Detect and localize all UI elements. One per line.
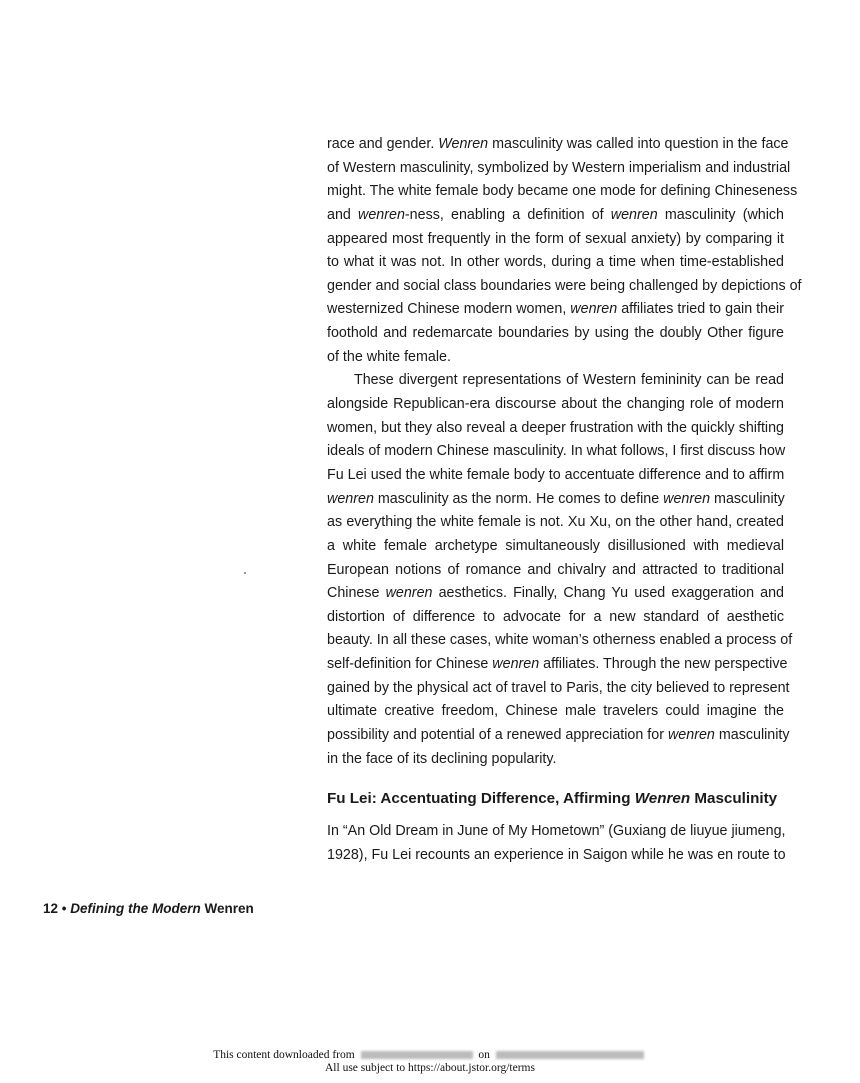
text-run: In “An Old Dream in June of My Hometown” (Guxiang de liuyue jiumeng,: [327, 823, 786, 839]
text-run: Wenren: [200, 901, 254, 916]
text-line: [327, 653, 788, 677]
text-run: masculinity: [710, 490, 785, 507]
text-line: [327, 535, 784, 559]
text-line: [327, 700, 784, 724]
text-run: race and gender.: [327, 136, 439, 152]
text-run: European notions of romance and chivalry and attracted to traditional: [327, 561, 784, 578]
italic-text: wenren: [663, 490, 711, 507]
text-run: foothold and redemarcate boundaries by using the doubly Other figure: [327, 325, 784, 342]
text-run: Fu Lei: Accentuating Difference, Affirming: [327, 790, 635, 807]
text-run: 1928), Fu Lei recounts an experience in Saigon while he was en route to: [327, 846, 786, 863]
download-notice: [0, 1049, 860, 1061]
download-notice-text: This content downloaded from: [213, 1049, 355, 1061]
text-run: affiliates. Through the new perspective: [539, 656, 788, 673]
italic-text: Wenren: [634, 790, 691, 807]
redacted-timestamp: [496, 1051, 644, 1059]
italic-text: wenren: [358, 206, 405, 223]
text-line: [327, 393, 784, 417]
scan-speck: [244, 572, 246, 574]
text-run: westernized Chinese modern women,: [327, 301, 571, 318]
text-run: in the face of its declining popularity.: [327, 750, 557, 767]
text-line: [327, 606, 784, 630]
text-line: [327, 820, 784, 844]
body-paragraph: [327, 820, 784, 867]
text-run: distortion of difference to advocate for a new standard of aesthetic: [327, 608, 784, 625]
italic-text: wenren: [385, 585, 433, 602]
text-run: to what it was not. In other words, during a time when time-established: [327, 254, 784, 271]
text-line: [327, 180, 798, 204]
italic-text: Wenren: [438, 136, 489, 152]
italic-text: Defining the Modern: [70, 901, 201, 916]
text-line: [327, 629, 793, 653]
text-line: [327, 251, 784, 275]
text-run: aesthetics. Finally, Chang Yu used exaggeration and: [432, 585, 784, 602]
text-line: [327, 298, 784, 322]
text-run: women, but they also reveal a deeper frustration with the quickly shifting: [327, 419, 784, 436]
text-run: masculinity was called into question in the face: [488, 136, 789, 152]
text-line: [327, 559, 784, 583]
text-run: masculinity (which: [657, 206, 785, 223]
running-footer-folio: [43, 901, 254, 916]
italic-text: wenren: [667, 727, 715, 744]
text-line: [327, 748, 784, 772]
section-heading: [327, 790, 777, 807]
text-run: appeared most frequently in the form of sexual anxiety) by comparing it: [327, 230, 784, 247]
italic-text: wenren: [492, 656, 540, 673]
redacted-ip: [361, 1051, 473, 1059]
download-notice-on: on: [478, 1049, 490, 1061]
italic-text: wenren: [610, 206, 658, 223]
text-line: [327, 275, 802, 299]
text-line: [327, 488, 784, 512]
text-run: beauty. In all these cases, white woman’s otherness enabled a process of: [327, 632, 793, 649]
body-text: [327, 133, 802, 771]
text-run: gained by the physical act of travel to Paris, the city believed to represent: [327, 679, 790, 696]
text-line: [327, 417, 784, 441]
text-run: -ness, enabling a definition of: [404, 206, 611, 223]
text-run: possibility and potential of a renewed appreciation for: [327, 727, 668, 744]
text-run: ultimate creative freedom, Chinese male travelers could imagine the: [327, 703, 784, 720]
text-run: and: [327, 206, 359, 223]
text-line: [327, 464, 784, 488]
text-line: [327, 228, 784, 252]
text-line: [327, 346, 784, 370]
text-run: alongside Republican-era discourse about the changing role of modern: [327, 396, 784, 413]
text-run: Masculinity: [690, 790, 778, 807]
text-line: [327, 844, 784, 868]
text-run: as everything the white female is not. Xu Xu, on the other hand, created: [327, 514, 784, 531]
text-line: [327, 157, 791, 181]
text-line: [327, 440, 784, 464]
text-run: gender and social class boundaries were being challenged by depictions of: [327, 277, 802, 294]
text-run: affiliates tried to gain their: [617, 301, 784, 318]
text-line: [327, 724, 790, 748]
italic-text: wenren: [327, 490, 374, 507]
text-run: Fu Lei used the white female body to accentuate difference and to affirm: [327, 466, 785, 483]
text-run: a white female archetype simultaneously disillusioned with medieval: [327, 537, 784, 554]
text-run: masculinity as the norm. He comes to define: [373, 490, 664, 507]
text-run: Chinese: [327, 585, 386, 602]
text-line: [327, 677, 790, 701]
text-line: [327, 582, 784, 606]
text-line: [327, 204, 784, 228]
text-line: [327, 322, 784, 346]
text-run: of Western masculinity, symbolized by Western imperialism and industrial: [327, 159, 791, 176]
text-line: [327, 369, 784, 393]
text-run: of the white female.: [327, 348, 451, 365]
text-run: 12 •: [43, 901, 71, 916]
text-run: ideals of modern Chinese masculinity. In what follows, I first discuss how: [327, 443, 786, 460]
text-run: self-definition for Chinese: [327, 656, 493, 673]
text-run: masculinity: [714, 727, 790, 744]
terms-notice: All use subject to https://about.jstor.org/terms: [325, 1062, 535, 1074]
text-line: [327, 511, 784, 535]
text-run: These divergent representations of Western femininity can be read: [354, 372, 784, 389]
text-run: might. The white female body became one mode for defining Chineseness: [327, 183, 798, 200]
italic-text: wenren: [570, 301, 618, 318]
text-line: [327, 133, 789, 157]
